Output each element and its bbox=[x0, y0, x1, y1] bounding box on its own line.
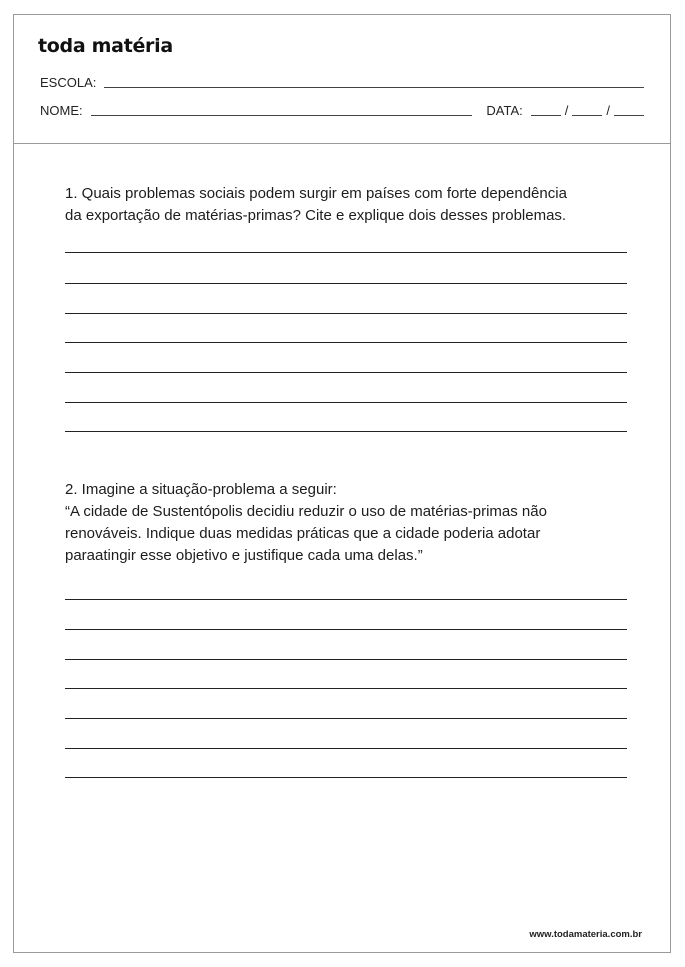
question-1-line: 1. Quais problemas sociais podem surgir em países com forte dependência bbox=[65, 185, 567, 202]
answer-line[interactable] bbox=[65, 372, 627, 373]
answer-line[interactable] bbox=[65, 659, 627, 660]
date-separator: / bbox=[564, 103, 569, 118]
name-date-field-row bbox=[40, 102, 644, 118]
date-year-line[interactable] bbox=[614, 115, 644, 116]
answer-line[interactable] bbox=[65, 599, 627, 600]
school-input-line[interactable] bbox=[104, 87, 644, 88]
question-2-line: 2. Imagine a situação-problema a seguir: bbox=[65, 481, 337, 498]
footer-url[interactable]: www.todamateria.com.br bbox=[529, 929, 642, 940]
question-2-line: paraatingir esse objetivo e justifique cada uma delas.” bbox=[65, 547, 423, 564]
answer-line[interactable] bbox=[65, 402, 627, 403]
answer-line[interactable] bbox=[65, 777, 627, 778]
header-divider bbox=[14, 143, 670, 144]
name-label: NOME: bbox=[40, 103, 83, 118]
question-1-line: da exportação de matérias-primas? Cite e explique dois desses problemas. bbox=[65, 207, 567, 224]
answer-line[interactable] bbox=[65, 688, 627, 689]
date-day-line[interactable] bbox=[531, 115, 561, 116]
worksheet-page bbox=[13, 14, 671, 953]
answer-line[interactable] bbox=[65, 431, 627, 432]
question-2-line: “A cidade de Sustentópolis decidiu reduzir o uso de matérias-primas não bbox=[65, 503, 547, 520]
question-2-line: renováveis. Indique duas medidas práticas que a cidade poderia adotar bbox=[65, 525, 541, 542]
answer-line[interactable] bbox=[65, 629, 627, 630]
date-label: DATA: bbox=[486, 103, 523, 118]
school-label: ESCOLA: bbox=[40, 75, 97, 90]
question-2 bbox=[65, 479, 635, 567]
question-1 bbox=[65, 183, 635, 227]
answer-line[interactable] bbox=[65, 748, 627, 749]
answer-line[interactable] bbox=[65, 283, 627, 284]
date-separator: / bbox=[606, 103, 610, 118]
school-field-row bbox=[40, 74, 644, 90]
brand-logo: toda matéria bbox=[38, 35, 173, 57]
answer-line[interactable] bbox=[65, 342, 627, 343]
answer-line[interactable] bbox=[65, 252, 627, 253]
date-month-line[interactable] bbox=[572, 115, 602, 116]
answer-line[interactable] bbox=[65, 313, 627, 314]
answer-line[interactable] bbox=[65, 718, 627, 719]
name-input-line[interactable] bbox=[91, 115, 473, 116]
